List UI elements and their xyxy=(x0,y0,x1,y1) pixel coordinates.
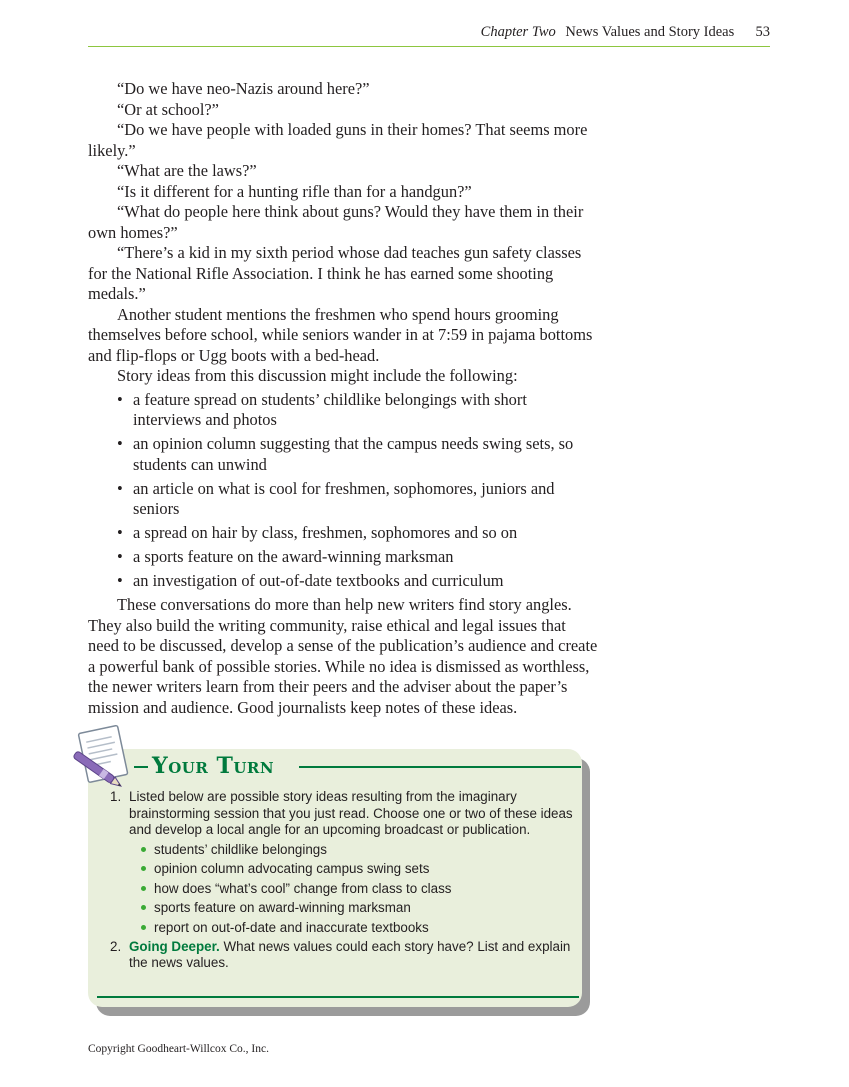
item-text: What news values could each story have? List and explain the news values. xyxy=(129,938,571,970)
copyright-footer: Copyright Goodheart-Willcox Co., Inc. xyxy=(88,1043,269,1055)
paragraph: “What are the laws?” xyxy=(117,161,257,180)
paragraph: Story ideas from this discussion might include the following: xyxy=(117,366,518,385)
item-number: 2. xyxy=(110,938,122,954)
list-item: sports feature on award-winning marksman xyxy=(141,900,580,917)
paragraph: “There’s a kid in my sixth period whose dad teaches gun safety classes for the National Rifle Association. I think he has earned some shooting medals.” xyxy=(88,243,582,303)
item-text: Listed below are possible story ideas resulting from the imaginary brainstorming session that you just read. Choose one or two of these ideas and develop a local angle for an upcoming broadcast or publication. xyxy=(129,789,573,837)
idea-sublist xyxy=(129,842,580,937)
paragraph: “What do people here think about guns? Would they have them in their own homes?” xyxy=(88,202,584,242)
list-item: • a spread on hair by class, freshmen, sophomores and so on xyxy=(117,523,598,544)
your-turn-content xyxy=(110,789,580,972)
exercise-item-1 xyxy=(110,789,580,936)
list-item: students’ childlike belongings xyxy=(141,842,580,859)
item-number: 1. xyxy=(110,789,122,804)
list-item: • a feature spread on students’ childlike belongings with short interviews and photos xyxy=(117,390,598,431)
running-header xyxy=(88,22,770,47)
paragraph: “Do we have people with loaded guns in their homes? That seems more likely.” xyxy=(88,120,588,160)
paragraph: These conversations do more than help new writers find story angles. They also build the writing community, raise ethical and legal issues that need to be discussed, develop a sense of the publication’s audience and create a powerful bank of possible stories. While no idea is dismissed as worthless, the newer writers learn from their peers and the adviser about the paper’s mission and audience. Good journalists keep notes of these ideas. xyxy=(88,595,598,717)
chapter-label: Chapter Two xyxy=(480,24,556,40)
paragraph: “Or at school?” xyxy=(117,99,219,119)
list-item: how does “what’s cool” change from class to class xyxy=(141,881,580,898)
list-item: report on out-of-date and inaccurate textbooks xyxy=(141,920,580,937)
list-item: • an opinion column suggesting that the campus needs swing sets, so students can unwind xyxy=(117,434,598,475)
list-item: • an article on what is cool for freshmen, sophomores, juniors and seniors xyxy=(117,479,598,520)
exercise-item-2 xyxy=(110,939,580,972)
paragraph: “Is it different for a hunting rifle than for a handgun?” xyxy=(117,181,472,201)
your-turn-bottom-rule xyxy=(97,996,579,998)
chapter-title: News Values and Story Ideas xyxy=(565,24,735,40)
list-item: • a sports feature on the award-winning marksman xyxy=(117,547,598,568)
your-turn-title: Your Turn xyxy=(152,753,275,779)
body-text xyxy=(88,79,598,718)
paragraph: Another student mentions the freshmen who spend hours grooming themselves before school, while seniors wander in at 7:59 in pajama bottoms and flip-flops or Ugg boots with a bed-head. xyxy=(88,304,593,365)
list-item: opinion column advocating campus swing sets xyxy=(141,861,580,878)
paragraph: “Do we have neo-Nazis around here?” xyxy=(117,79,370,98)
notepad-with-pen-icon xyxy=(68,722,148,794)
going-deeper-label: Going Deeper. xyxy=(129,938,220,954)
story-ideas-list xyxy=(88,390,598,592)
list-item: • an investigation of out-of-date textbooks and curriculum xyxy=(117,571,598,592)
page-number: 53 xyxy=(755,24,770,40)
your-turn-heading xyxy=(134,753,581,779)
